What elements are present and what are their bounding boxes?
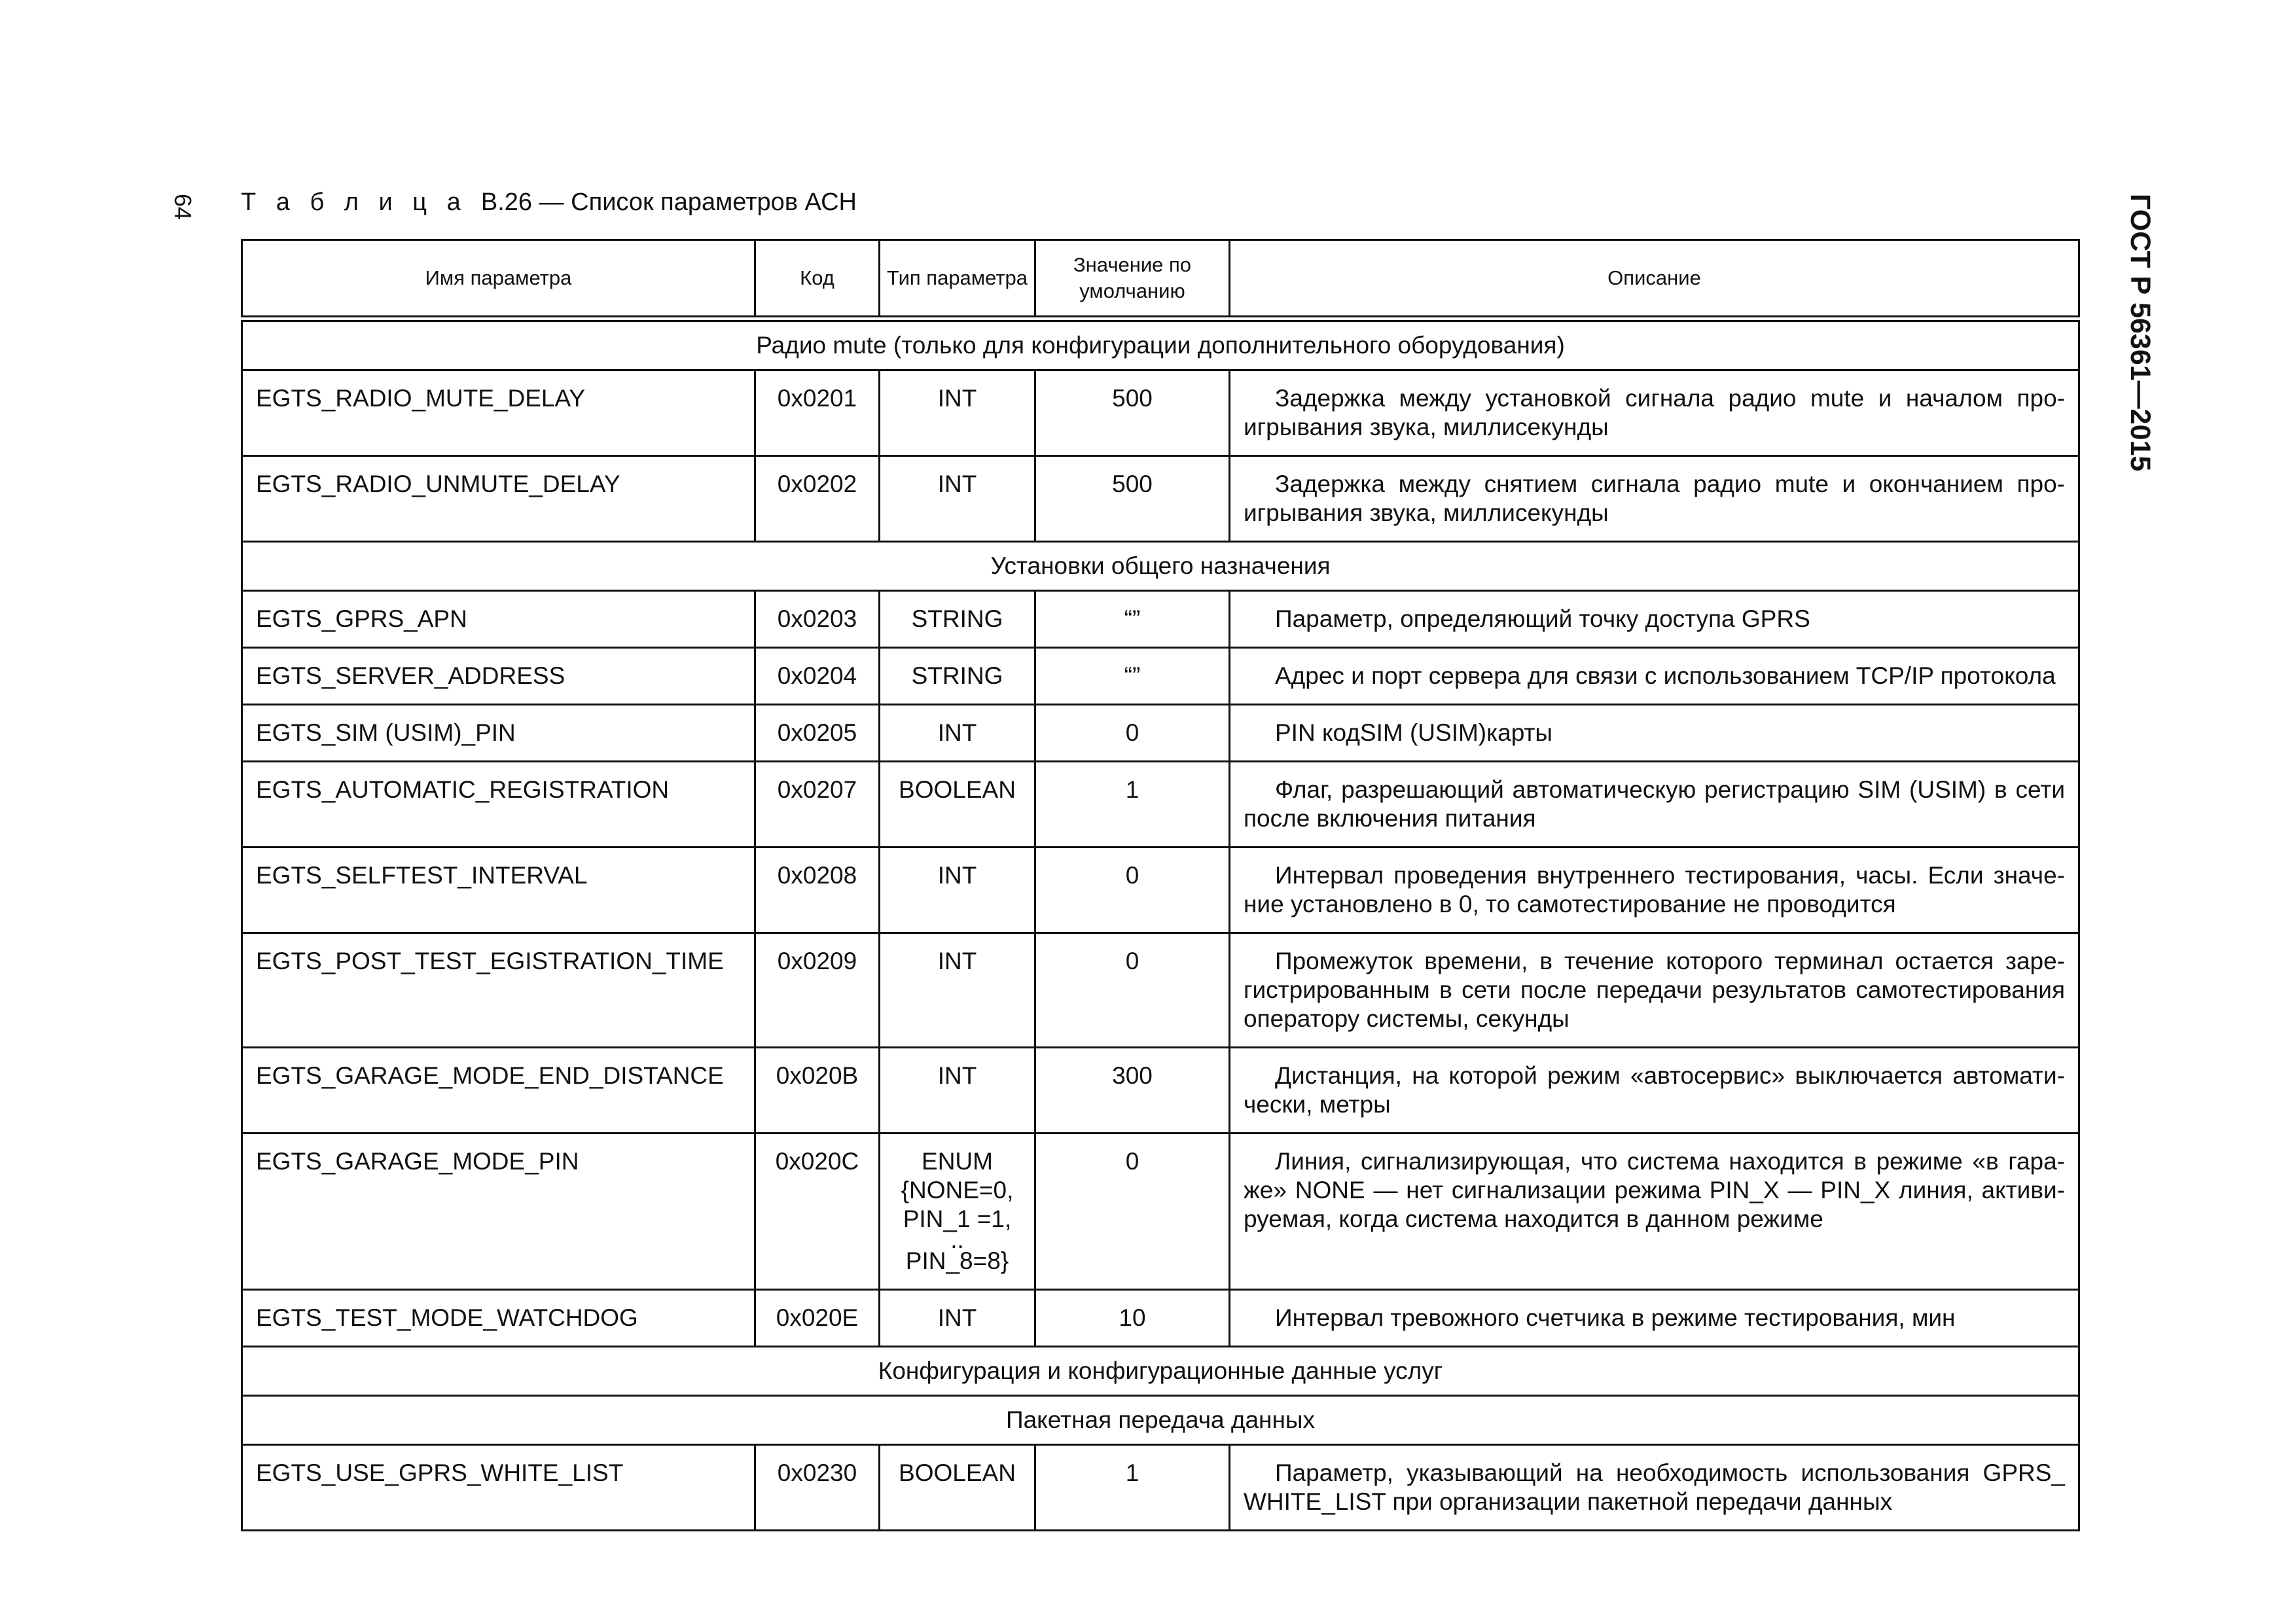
param-description: Линия, сигнализирующая, что система находится в режиме «в гара-же» NONE — нет сигнализации режима PIN_X — PIN_X линия, активи-руемая, когда система находится в данном режиме [1230,1133,2079,1290]
caption-prefix: Т а б л и ц а [241,188,467,216]
table-row [242,762,2079,847]
param-code: 0x020B [755,1048,880,1133]
param-default: 1 [1035,762,1230,847]
table-row [242,1048,2079,1133]
param-description: Флаг, разрешающий автоматическую регистрацию SIM (USIM) в сети после включения питания [1230,762,2079,847]
type-line: .. [950,1226,964,1253]
param-name: EGTS_SERVER_ADDRESS [242,648,755,705]
param-type: BOOLEAN [880,762,1035,847]
param-default: 1 [1035,1445,1230,1531]
section-row [242,319,2079,370]
param-name: EGTS_GARAGE_MODE_PIN [242,1133,755,1290]
section-packet: Пакетная передача данных [242,1396,2079,1445]
table-row [242,847,2079,933]
param-description: Дистанция, на которой режим «автосервис» выключается автомати-чески, метры [1230,1048,2079,1133]
param-description: Задержка между установкой сигнала радио mute и началом про-игрывания звука, миллисекунды [1230,370,2079,456]
param-name: EGTS_USE_GPRS_WHITE_LIST [242,1445,755,1531]
param-code: 0x0207 [755,762,880,847]
section-row [242,1347,2079,1396]
type-line: PIN_1 =1, [903,1205,1012,1232]
param-type: INT [880,370,1035,456]
param-type: INT [880,456,1035,542]
param-code: 0x0230 [755,1445,880,1531]
param-type: STRING [880,591,1035,648]
section-general: Установки общего назначения [242,542,2079,591]
param-code: 0x020C [755,1133,880,1290]
param-default: 10 [1035,1290,1230,1347]
header-code: Код [755,240,880,319]
param-description: Параметр, указывающий на необходимость использования GPRS_ WHITE_LIST при организации пакетной передачи данных [1230,1445,2079,1531]
param-description: Адрес и порт сервера для связи с использованием TCP/IP протокола [1230,648,2079,705]
param-description: PIN кодSIM (USIM)карты [1230,705,2079,762]
param-description: Параметр, определяющий точку доступа GPRS [1230,591,2079,648]
page-number: 64 [170,194,196,221]
param-code: 0x0204 [755,648,880,705]
section-radio-mute: Радио mute (только для конфигурации дополнительного оборудования) [242,319,2079,370]
header-description: Описание [1230,240,2079,319]
param-type: INT [880,705,1035,762]
param-type: INT [880,933,1035,1048]
param-code: 0x020E [755,1290,880,1347]
param-code: 0x0208 [755,847,880,933]
param-default: 500 [1035,370,1230,456]
table-row [242,456,2079,542]
section-config: Конфигурация и конфигурационные данные услуг [242,1347,2079,1396]
table-row [242,933,2079,1048]
param-description: Интервал проведения внутреннего тестирования, часы. Если значе-ние установлено в 0, то самотестирование не проводится [1230,847,2079,933]
param-name: EGTS_SIM (USIM)_PIN [242,705,755,762]
table-header-row [242,240,2079,319]
type-line: ENUM [922,1148,993,1175]
param-type: BOOLEAN [880,1445,1035,1531]
param-name: EGTS_POST_TEST_EGISTRATION_TIME [242,933,755,1048]
param-default: 0 [1035,705,1230,762]
param-code: 0x0202 [755,456,880,542]
table-row [242,1133,2079,1290]
table-row [242,370,2079,456]
caption-text: В.26 — Список параметров АСН [480,188,857,216]
param-code: 0x0205 [755,705,880,762]
param-type [880,1133,1035,1290]
header-name: Имя параметра [242,240,755,319]
parameters-table [241,239,2080,1531]
type-line: PIN_8=8} [905,1247,1009,1274]
param-code: 0x0209 [755,933,880,1048]
param-code: 0x0201 [755,370,880,456]
param-default: 0 [1035,1133,1230,1290]
table-row [242,1445,2079,1531]
type-line: {NONE=0, [901,1177,1014,1204]
param-default: “” [1035,591,1230,648]
param-default: 500 [1035,456,1230,542]
section-row [242,542,2079,591]
table-row [242,1290,2079,1347]
param-type: INT [880,1048,1035,1133]
section-row [242,1396,2079,1445]
header-default: Значение по умолчанию [1035,240,1230,319]
param-default: 0 [1035,933,1230,1048]
param-type: INT [880,1290,1035,1347]
table-row [242,648,2079,705]
standard-designation: ГОСТ Р 56361—2015 [2125,194,2156,472]
param-default: 0 [1035,847,1230,933]
param-description: Промежуток времени, в течение которого терминал остается заре-гистрированным в сети после передачи результатов самотестирования оператору системы, секунды [1230,933,2079,1048]
table-row [242,591,2079,648]
param-name: EGTS_RADIO_UNMUTE_DELAY [242,456,755,542]
param-type: STRING [880,648,1035,705]
param-code: 0x0203 [755,591,880,648]
param-name: EGTS_AUTOMATIC_REGISTRATION [242,762,755,847]
param-name: EGTS_TEST_MODE_WATCHDOG [242,1290,755,1347]
param-default: 300 [1035,1048,1230,1133]
param-description: Интервал тревожного счетчика в режиме тестирования, мин [1230,1290,2079,1347]
param-description: Задержка между снятием сигнала радио mute и окончанием про-игрывания звука, миллисекунды [1230,456,2079,542]
param-name: EGTS_RADIO_MUTE_DELAY [242,370,755,456]
param-name: EGTS_GPRS_APN [242,591,755,648]
param-name: EGTS_GARAGE_MODE_END_DISTANCE [242,1048,755,1133]
param-default: “” [1035,648,1230,705]
header-type: Тип параметра [880,240,1035,319]
param-name: EGTS_SELFTEST_INTERVAL [242,847,755,933]
table-row [242,705,2079,762]
param-type: INT [880,847,1035,933]
table-caption [241,188,857,217]
